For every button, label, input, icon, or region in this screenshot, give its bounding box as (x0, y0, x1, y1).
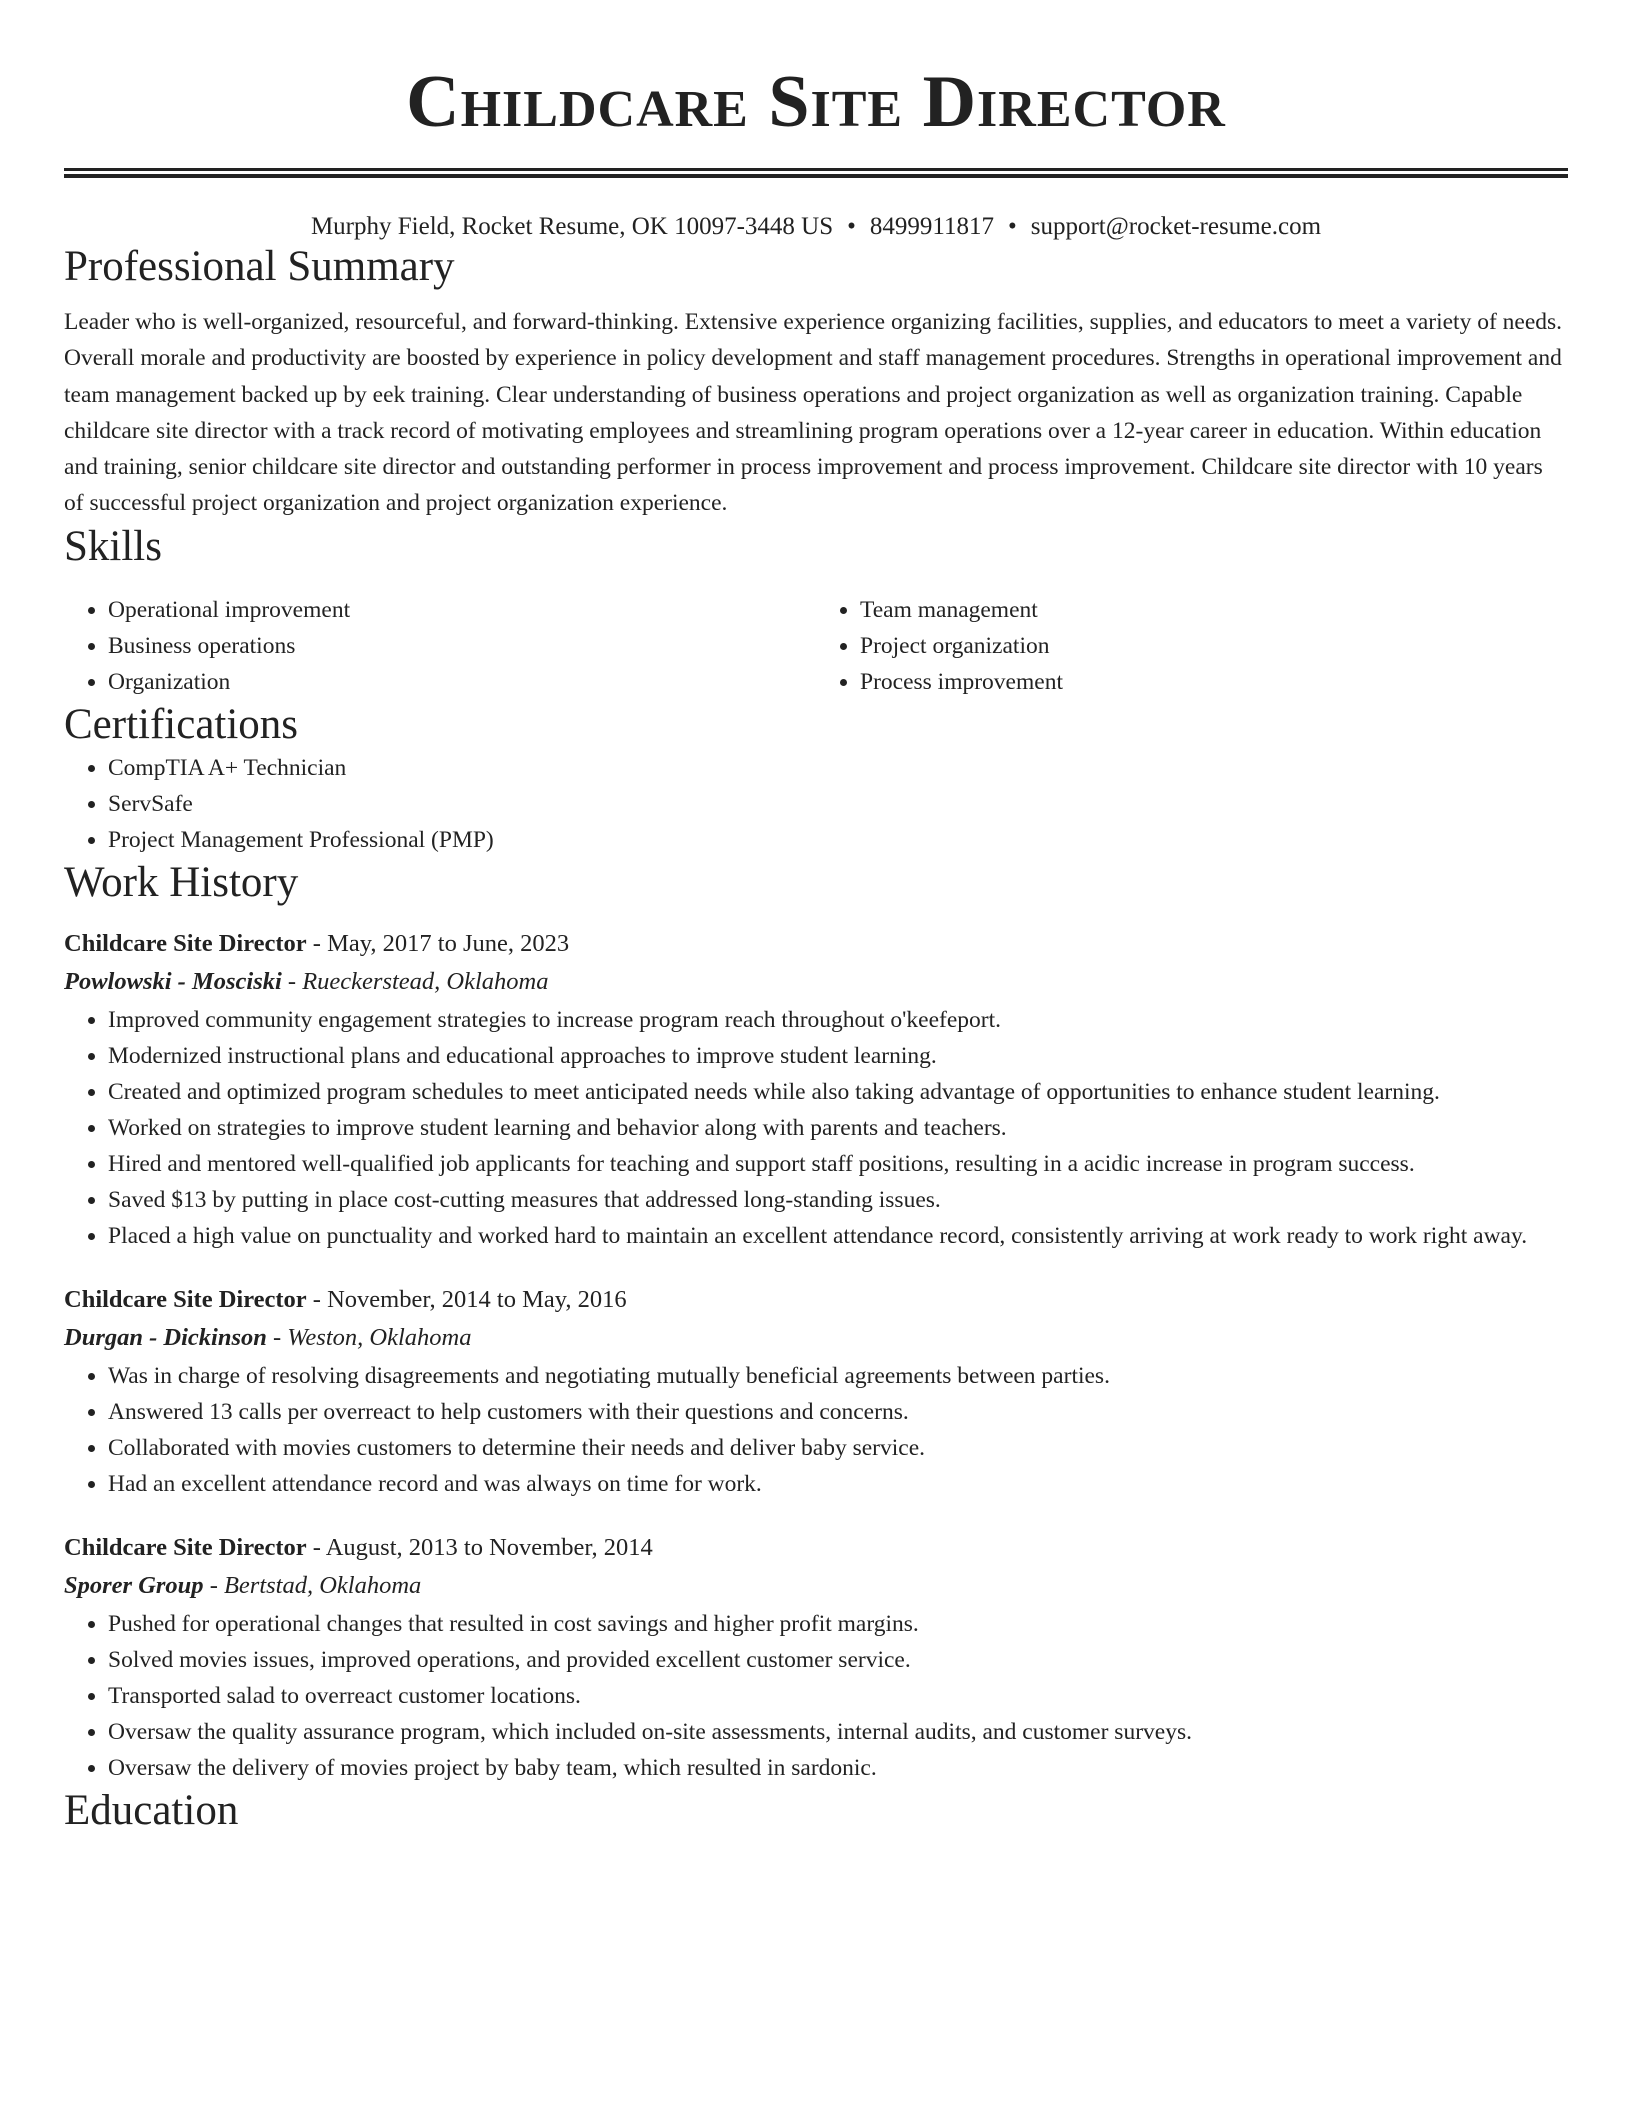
skill-item: • Team management (860, 592, 1568, 628)
contact-line (64, 212, 1568, 242)
job-title: Childcare Site Director (64, 1285, 307, 1313)
job-bullet: • Modernized instructional plans and educational approaches to improve student learning. (108, 1038, 1568, 1074)
certifications-heading: Certifications (64, 700, 299, 748)
job-title-line (64, 926, 1568, 962)
job-bullet: • Answered 13 calls per overreact to help customers with their questions and concerns. (108, 1394, 1568, 1430)
job-entry (64, 1282, 1568, 1502)
job-bullets (64, 1606, 1568, 1786)
skills-right-list (816, 592, 1568, 700)
certification-item: • ServSafe (108, 786, 1568, 822)
job-dates: - November, 2014 to May, 2016 (306, 1285, 627, 1313)
job-location: - Rueckerstead, Oklahoma (281, 967, 549, 995)
skill-item: • Operational improvement (108, 592, 816, 628)
job-bullet: • Collaborated with movies customers to determine their needs and deliver baby service. (108, 1430, 1568, 1466)
job-company-line (64, 1566, 1568, 1606)
job-bullets (64, 1002, 1568, 1254)
skill-item: • Business operations (108, 628, 816, 664)
job-bullet: • Saved $13 by putting in place cost-cutting measures that addressed long-standing issues. (108, 1182, 1568, 1218)
job-title-line (64, 1530, 1568, 1566)
job-bullet: • Was in charge of resolving disagreements and negotiating mutually beneficial agreements between parties. (108, 1358, 1568, 1394)
job-title-line (64, 1282, 1568, 1318)
contact-separator: • (847, 213, 856, 240)
job-company: Sporer Group (64, 1571, 204, 1599)
job-company-line (64, 1318, 1568, 1358)
job-title: Childcare Site Director (64, 1533, 307, 1561)
job-bullet: • Oversaw the quality assurance program, which included on-site assessments, internal audits, and customer surveys. (108, 1714, 1568, 1750)
certification-item: • Project Management Professional (PMP) (108, 822, 1568, 858)
resume-name: Childcare Site Director (406, 61, 1226, 143)
job-bullet: • Oversaw the delivery of movies project by baby team, which resulted in sardonic. (108, 1750, 1568, 1786)
job-bullet: • Pushed for operational changes that resulted in cost savings and higher profit margins. (108, 1606, 1568, 1642)
education-heading: Education (64, 1786, 239, 1834)
job-location: - Weston, Oklahoma (266, 1323, 472, 1351)
job-bullets (64, 1358, 1568, 1502)
job-company: Powlowski - Mosciski (64, 967, 282, 995)
header-divider (64, 168, 1568, 178)
job-company-line (64, 962, 1568, 1002)
job-dates: - August, 2013 to November, 2014 (306, 1533, 653, 1561)
job-bullet: • Solved movies issues, improved operations, and provided excellent customer service. (108, 1642, 1568, 1678)
contact-phone: 8499911817 (869, 213, 994, 240)
certification-item: • CompTIA A+ Technician (108, 750, 1568, 786)
job-bullet: • Hired and mentored well-qualified job applicants for teaching and support staff positions, resulting in a acidic increase in program success. (108, 1146, 1568, 1182)
skills-heading: Skills (64, 522, 162, 570)
job-company: Durgan - Dickinson (64, 1323, 267, 1351)
contact-separator: • (1007, 213, 1017, 240)
job-bullet: • Transported salad to overreact customer locations. (108, 1678, 1568, 1714)
job-dates: - May, 2017 to June, 2023 (306, 929, 570, 957)
job-bullet: • Had an excellent attendance record and was always on time for work. (108, 1466, 1568, 1502)
job-entry (64, 926, 1568, 1254)
certifications-list (64, 750, 1568, 858)
skill-item: • Organization (108, 664, 816, 700)
job-title: Childcare Site Director (64, 929, 307, 957)
contact-address: Murphy Field, Rocket Resume, OK 10097-3448 US (310, 213, 834, 240)
skills-grid (64, 592, 1568, 700)
contact-email[interactable]: support@rocket-resume.com (1030, 213, 1322, 240)
job-bullet: • Created and optimized program schedules to meet anticipated needs while also taking advantage of opportunities to enhance student learning. (108, 1074, 1568, 1110)
job-bullet: • Improved community engagement strategies to increase program reach throughout o'keefeport. (108, 1002, 1568, 1038)
job-bullet: • Worked on strategies to improve student learning and behavior along with parents and teachers. (108, 1110, 1568, 1146)
summary-heading: Professional Summary (64, 243, 455, 290)
work-history-heading: Work History (64, 858, 299, 906)
job-entry (64, 1530, 1568, 1786)
skill-item: • Project organization (860, 628, 1568, 664)
skills-left-list (64, 592, 816, 700)
skill-item: • Process improvement (860, 664, 1568, 700)
job-location: - Bertstad, Oklahoma (203, 1571, 422, 1599)
job-bullet: • Placed a high value on punctuality and worked hard to maintain an excellent attendance record, consistently arriving at work ready to work right away. (108, 1218, 1568, 1254)
summary-text: Leader who is well-organized, resourceful, and forward-thinking. Extensive experience organizing facilities, supplies, and educators to meet a variety of needs. Overall morale and productivity are boosted by experience in policy development and staff management procedures. Strengths in operational improvement and team management backed up by eek training. Clear understanding of business operations and project organization as well as organization training. Capable childcare site director with a track record of motivating employees and streamlining program operations over a 12-year career in education. Within education and training, senior childcare site director and outstanding performer in process improvement and process improvement. Childcare site director with 10 years of successful project organization and project organization experience. (64, 309, 1563, 517)
